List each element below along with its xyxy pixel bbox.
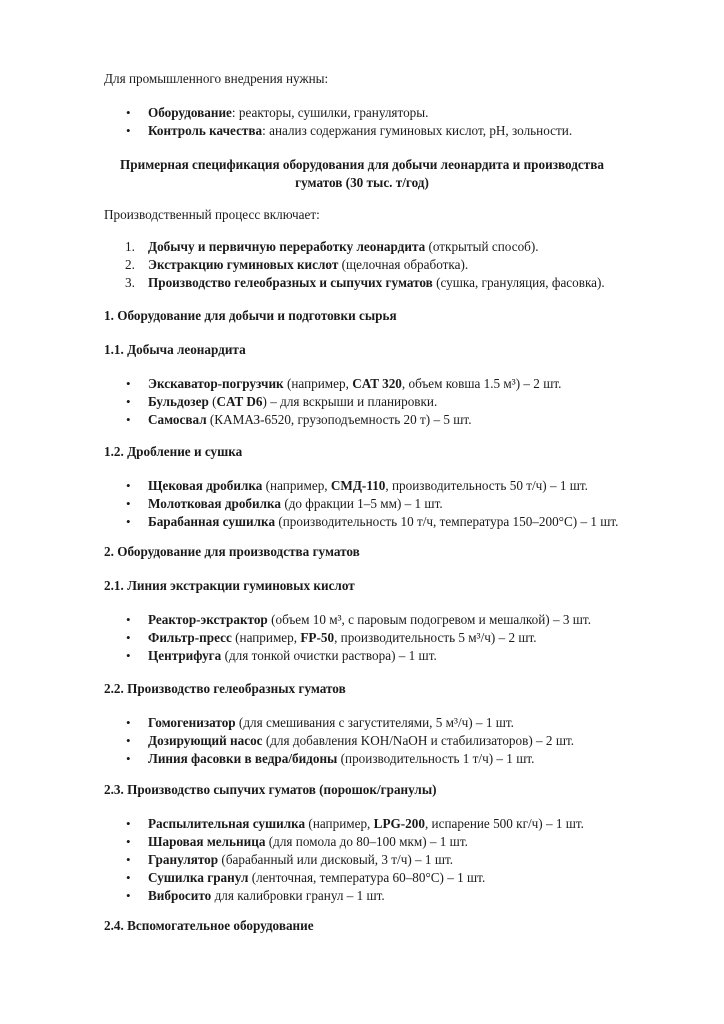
list-item: 2. Экстракцию гуминовых кислот (щелочная обработка). — [125, 257, 469, 272]
list-item: • Вибросито для калибровки гранул – 1 шт. — [126, 888, 385, 903]
bullet-icon: • — [126, 630, 131, 645]
spec-title-line1: Примерная спецификация оборудования для добычи леонардита и производства — [120, 157, 604, 172]
intro-text: Для промышленного внедрения нужны: — [104, 71, 329, 86]
gel-list — [126, 714, 575, 768]
list-item: 3. Производство гелеобразных и сыпучих гуматов (сушка, грануляция, фасовка). — [125, 275, 605, 290]
bullet-icon: • — [126, 514, 131, 529]
bullet-icon: • — [126, 834, 131, 849]
bulk-list — [126, 815, 584, 905]
subsection-heading: 1.2. Дробление и сушка — [104, 444, 243, 459]
subsection-heading: 2.4. Вспомогательное оборудование — [104, 918, 314, 933]
list-item: • Щековая дробилка (например, СМД-110, производительность 50 т/ч) – 1 шт. — [126, 478, 588, 493]
subsection-heading: 1.1. Добыча леонардита — [104, 342, 246, 357]
bullet-icon: • — [126, 816, 131, 831]
bullet-icon: • — [126, 412, 131, 427]
list-item: • Сушилка гранул (ленточная, температура 60–80°C) – 1 шт. — [126, 870, 486, 885]
extraction-list — [126, 611, 592, 665]
process-list — [125, 238, 605, 292]
bullet-icon: • — [126, 394, 131, 409]
bullet-icon: • — [126, 888, 131, 903]
list-item: • Линия фасовки в ведра/бидоны (производительность 1 т/ч) – 1 шт. — [126, 751, 535, 766]
list-item: • Гранулятор (барабанный или дисковый, 3 т/ч) – 1 шт. — [126, 852, 454, 867]
bullet-icon: • — [126, 105, 131, 120]
list-item: • Фильтр-пресс (например, FP-50, производительность 5 м³/ч) – 2 шт. — [126, 630, 537, 645]
bullet-icon: • — [126, 612, 131, 627]
bullet-icon: • — [126, 376, 131, 391]
list-item: • Шаровая мельница (для помола до 80–100 мкм) – 1 шт. — [126, 834, 468, 849]
bullet-icon: • — [126, 733, 131, 748]
section-heading: 2. Оборудование для производства гуматов — [104, 544, 360, 559]
list-item: • Экскаватор-погрузчик (например, CAT 320, объем ковша 1.5 м³) – 2 шт. — [126, 376, 562, 391]
list-item: • Реактор-экстрактор (объем 10 м³, с паровым подогревом и мешалкой) – 3 шт. — [126, 612, 592, 627]
bullet-icon: • — [126, 852, 131, 867]
list-item: • Центрифуга (для тонкой очистки раствора) – 1 шт. — [126, 648, 437, 663]
subsection-heading: 2.3. Производство сыпучих гуматов (порошок/гранулы) — [104, 782, 437, 797]
list-item: • Самосвал (КАМАЗ-6520, грузоподъемность 20 т) – 5 шт. — [126, 412, 472, 427]
crushing-list — [126, 477, 619, 531]
bullet-icon: • — [126, 648, 131, 663]
bullet-icon: • — [126, 123, 131, 138]
list-item: • Гомогенизатор (для смешивания с загустителями, 5 м³/ч) – 1 шт. — [126, 715, 514, 730]
list-item: • Бульдозер (CAT D6) – для вскрыши и планировки. — [126, 394, 438, 409]
bullet-icon: • — [126, 751, 131, 766]
bullet-icon: • — [126, 715, 131, 730]
list-item: • Оборудование: реакторы, сушилки, грануляторы. — [126, 105, 429, 120]
intro-list — [126, 104, 573, 140]
list-item: 1. Добычу и первичную переработку леонардита (открытый способ). — [125, 239, 539, 254]
list-item: • Молотковая дробилка (до фракции 1–5 мм) – 1 шт. — [126, 496, 443, 511]
process-text: Производственный процесс включает: — [104, 207, 320, 222]
bullet-icon: • — [126, 870, 131, 885]
list-item: • Дозирующий насос (для добавления KOH/NaOH и стабилизаторов) – 2 шт. — [126, 733, 575, 748]
section-heading: 1. Оборудование для добычи и подготовки сырья — [104, 308, 397, 323]
bullet-icon: • — [126, 478, 131, 493]
list-item: • Распылительная сушилка (например, LPG-200, испарение 500 кг/ч) – 1 шт. — [126, 816, 584, 831]
subsection-heading: 2.1. Линия экстракции гуминовых кислот — [104, 578, 355, 593]
subsection-heading: 2.2. Производство гелеобразных гуматов — [104, 681, 346, 696]
spec-title-line2: гуматов (30 тыс. т/год) — [295, 175, 429, 190]
list-item: • Контроль качества: анализ содержания гуминовых кислот, pH, зольности. — [126, 123, 573, 138]
list-item: • Барабанная сушилка (производительность 10 т/ч, температура 150–200°C) – 1 шт. — [126, 514, 619, 529]
mining-list — [126, 375, 562, 429]
bullet-icon: • — [126, 496, 131, 511]
